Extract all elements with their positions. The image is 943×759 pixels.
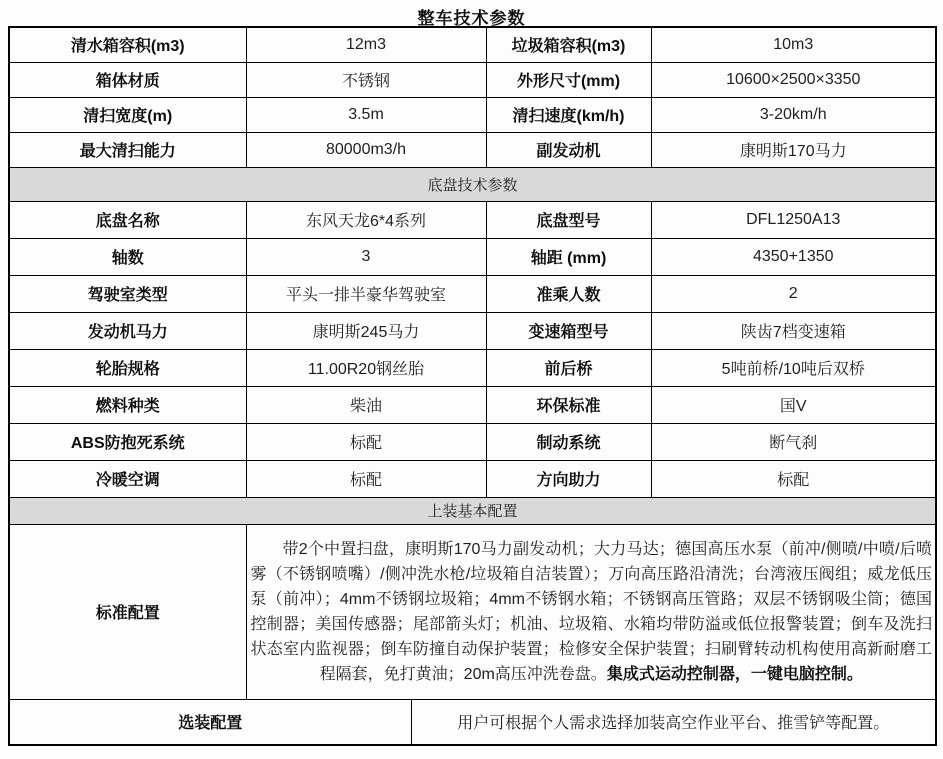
spec-label: 驾驶室类型 [9,275,246,312]
spec-label: 前后桥 [486,349,651,386]
table-row [9,699,936,745]
spec-value: 80000m3/h [246,132,486,167]
spec-label: 底盘型号 [486,201,651,238]
table-row [9,132,936,167]
spec-label: 环保标准 [486,386,651,423]
spec-label: 轴数 [9,238,246,275]
spec-value: 柴油 [246,386,486,423]
spec-value: 10m3 [651,27,936,62]
spec-value: 5吨前桥/10吨后双桥 [651,349,936,386]
spec-value: 康明斯245马力 [246,312,486,349]
table-row [9,201,936,238]
spec-value: 标配 [651,460,936,497]
table-row [9,349,936,386]
table-row [9,497,936,524]
spec-value: DFL1250A13 [651,201,936,238]
spec-value: 陕齿7档变速箱 [651,312,936,349]
table-row [9,62,936,97]
spec-value: 平头一排半豪华驾驶室 [246,275,486,312]
spec-label: 轴距 (mm) [486,238,651,275]
standard-config-text [251,537,933,687]
spec-value: 东风天龙6*4系列 [246,201,486,238]
table-row [9,97,936,132]
spec-label: 发动机马力 [9,312,246,349]
spec-value: 3.5m [246,97,486,132]
spec-label: 底盘名称 [9,201,246,238]
table-row [9,312,936,349]
table-row [9,524,936,699]
spec-label: 冷暖空调 [9,460,246,497]
spec-label: 燃料种类 [9,386,246,423]
spec-table [8,26,937,746]
spec-label: ABS防抱死系统 [9,423,246,460]
spec-label: 清扫速度(km/h) [486,97,651,132]
spec-label: 清水箱容积(m3) [9,27,246,62]
spec-value: 3-20km/h [651,97,936,132]
spec-value: 3 [246,238,486,275]
spec-value: 4350+1350 [651,238,936,275]
table-row [9,275,936,312]
table-row [9,386,936,423]
config-label-standard: 标准配置 [9,524,246,699]
spec-label: 清扫宽度(m) [9,97,246,132]
section-header-chassis: 底盘技术参数 [9,167,936,201]
section-header-upfit: 上装基本配置 [9,497,936,524]
spec-label: 副发动机 [486,132,651,167]
page-title: 整车技术参数 [417,9,526,28]
spec-label: 方向助力 [486,460,651,497]
spec-label: 准乘人数 [486,275,651,312]
spec-value: 12m3 [246,27,486,62]
table-row [9,238,936,275]
spec-value: 2 [651,275,936,312]
spec-label: 最大清扫能力 [9,132,246,167]
spec-value: 标配 [246,460,486,497]
optional-config-text: 用户可根据个人需求选择加装高空作业平台、推雪铲等配置。 [411,699,936,745]
spec-value: 10600×2500×3350 [651,62,936,97]
spec-value: 不锈钢 [246,62,486,97]
config-label-optional: 选装配置 [9,699,411,745]
spec-label: 箱体材质 [9,62,246,97]
spec-label: 轮胎规格 [9,349,246,386]
standard-config-body: 带2个中置扫盘，康明斯170马力副发动机；大力马达；德国高压水泵（前冲/侧喷/中喷/后喷雾（不锈钢喷嘴）/侧冲洗水枪/垃圾箱自洁装置）；万向高压路沿清洗；台湾液压阀组；威龙低压泵（前冲）；4mm不锈钢垃圾箱；4mm不锈钢水箱；不锈钢高压管路；双层不锈钢吸尘筒；德国控制器；美国传感器；尾部箭头灯；机油、垃圾箱、水箱均带防溢或低位报警装置；倒车及洗扫状态室内监视器；倒车防撞自动保护装置；检修安全保护装置；扫刷臂转动机构使用高新耐磨工程隔套，免打黄油；20m高压冲洗卷盘。 [250,540,932,683]
spec-value: 标配 [246,423,486,460]
standard-config-bold-tail: 集成式运动控制器，一键电脑控制。 [606,665,863,683]
table-row [9,423,936,460]
spec-value: 断气刹 [651,423,936,460]
spec-value: 国V [651,386,936,423]
spec-value: 康明斯170马力 [651,132,936,167]
spec-label: 变速箱型号 [486,312,651,349]
spec-value: 11.00R20钢丝胎 [246,349,486,386]
standard-config-cell [246,524,936,699]
table-row [9,27,936,62]
spec-label: 垃圾箱容积(m3) [486,27,651,62]
spec-label: 制动系统 [486,423,651,460]
spec-label: 外形尺寸(mm) [486,62,651,97]
table-row [9,460,936,497]
table-row [9,167,936,201]
